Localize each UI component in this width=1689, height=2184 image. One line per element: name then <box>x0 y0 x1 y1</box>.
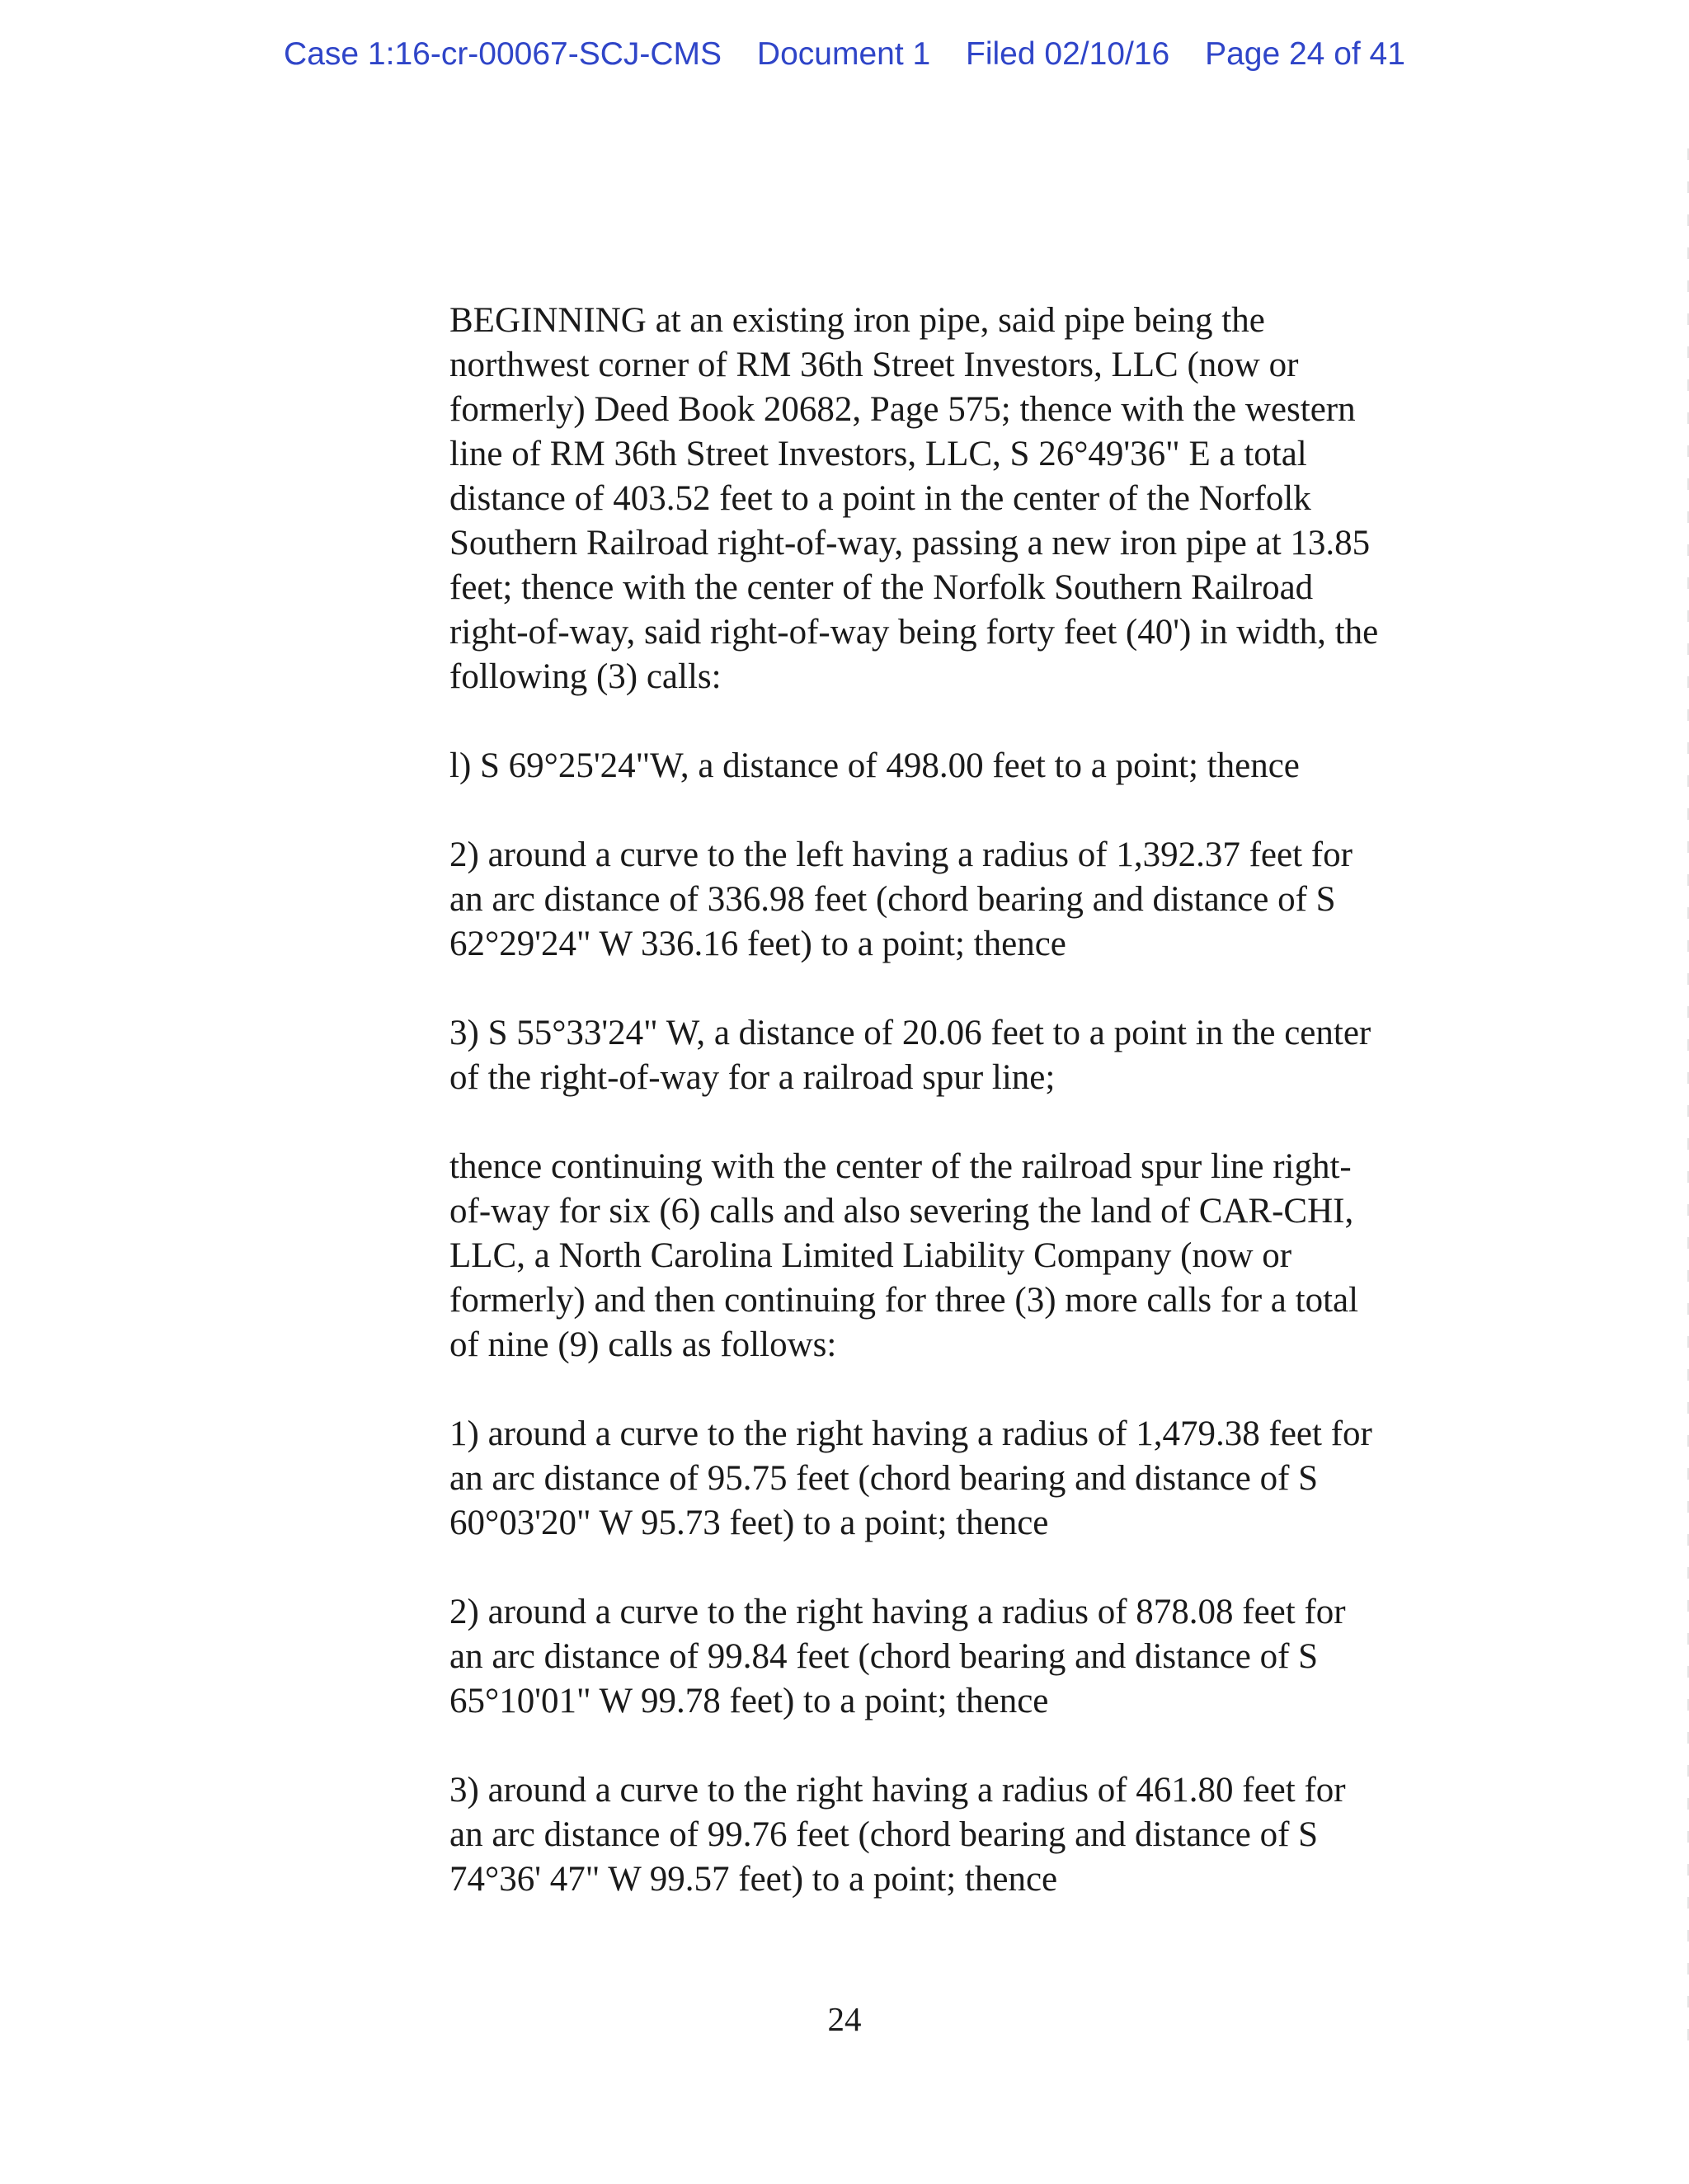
header-case-number: Case 1:16-cr-00067-SCJ-CMS <box>284 36 722 72</box>
paragraph-beginning: BEGINNING at an existing iron pipe, said pipe being the northwest corner of RM 36th Street Investors, LLC (now or formerly) Deed Book 20682, Page 575; thence with the western line of RM 36th Street Investors, LLC, S 26°49'36" E a total distance of 403.52 feet to a point in the center of the Norfolk Southern Railroad right-of-way, passing a new iron pipe at 13.85 feet; thence with the center of the Norfolk Southern Railroad right-of-way, said right-of-way being forty feet (40') in width, the following (3) calls: <box>449 301 1379 696</box>
header-document: Document 1 <box>756 36 931 72</box>
call-3-railroad: 3) S 55°33'24" W, a distance of 20.06 feet to a point in the center of the right-of-way for a railroad spur line; <box>449 1014 1371 1097</box>
call-1-railroad: l) S 69°25'24"W, a distance of 498.00 feet to a point; thence <box>449 746 1300 785</box>
call-2-spur: 2) around a curve to the right having a radius of 878.08 feet for an arc distance of 99.84 feet (chord bearing and distance of S 65°10'01" W 99.78 feet) to a point; thence <box>449 1593 1346 1720</box>
page-number: 24 <box>827 2000 862 2038</box>
court-header <box>0 36 1689 73</box>
call-1-spur: 1) around a curve to the right having a radius of 1,479.38 feet for an arc distance of 95.75 feet (chord bearing and distance of S 60°03'20" W 95.73 feet) to a point; thence <box>449 1414 1372 1542</box>
header-page-of: Page 24 of 41 <box>1205 36 1405 72</box>
call-2-railroad: 2) around a curve to the left having a radius of 1,392.37 feet for an arc distance of 336.98 feet (chord bearing and distance of S 62°29'24" W 336.16 feet) to a point; thence <box>449 835 1353 963</box>
call-3-spur: 3) around a curve to the right having a radius of 461.80 feet for an arc distance of 99.76 feet (chord bearing and distance of S 74°36' 47" W 99.57 feet) to a point; thence <box>449 1771 1346 1899</box>
header-filed-date: Filed 02/10/16 <box>966 36 1170 72</box>
paragraph-spur-line: thence continuing with the center of the railroad spur line right- of-way for six (6) calls and also severing the land of CAR-CHI, LLC, a North Carolina Limited Liability Company (now or formerly) and then continuing for three (3) more calls for a total of nine (9) calls as follows: <box>449 1147 1359 1364</box>
legal-description <box>449 299 1480 1946</box>
